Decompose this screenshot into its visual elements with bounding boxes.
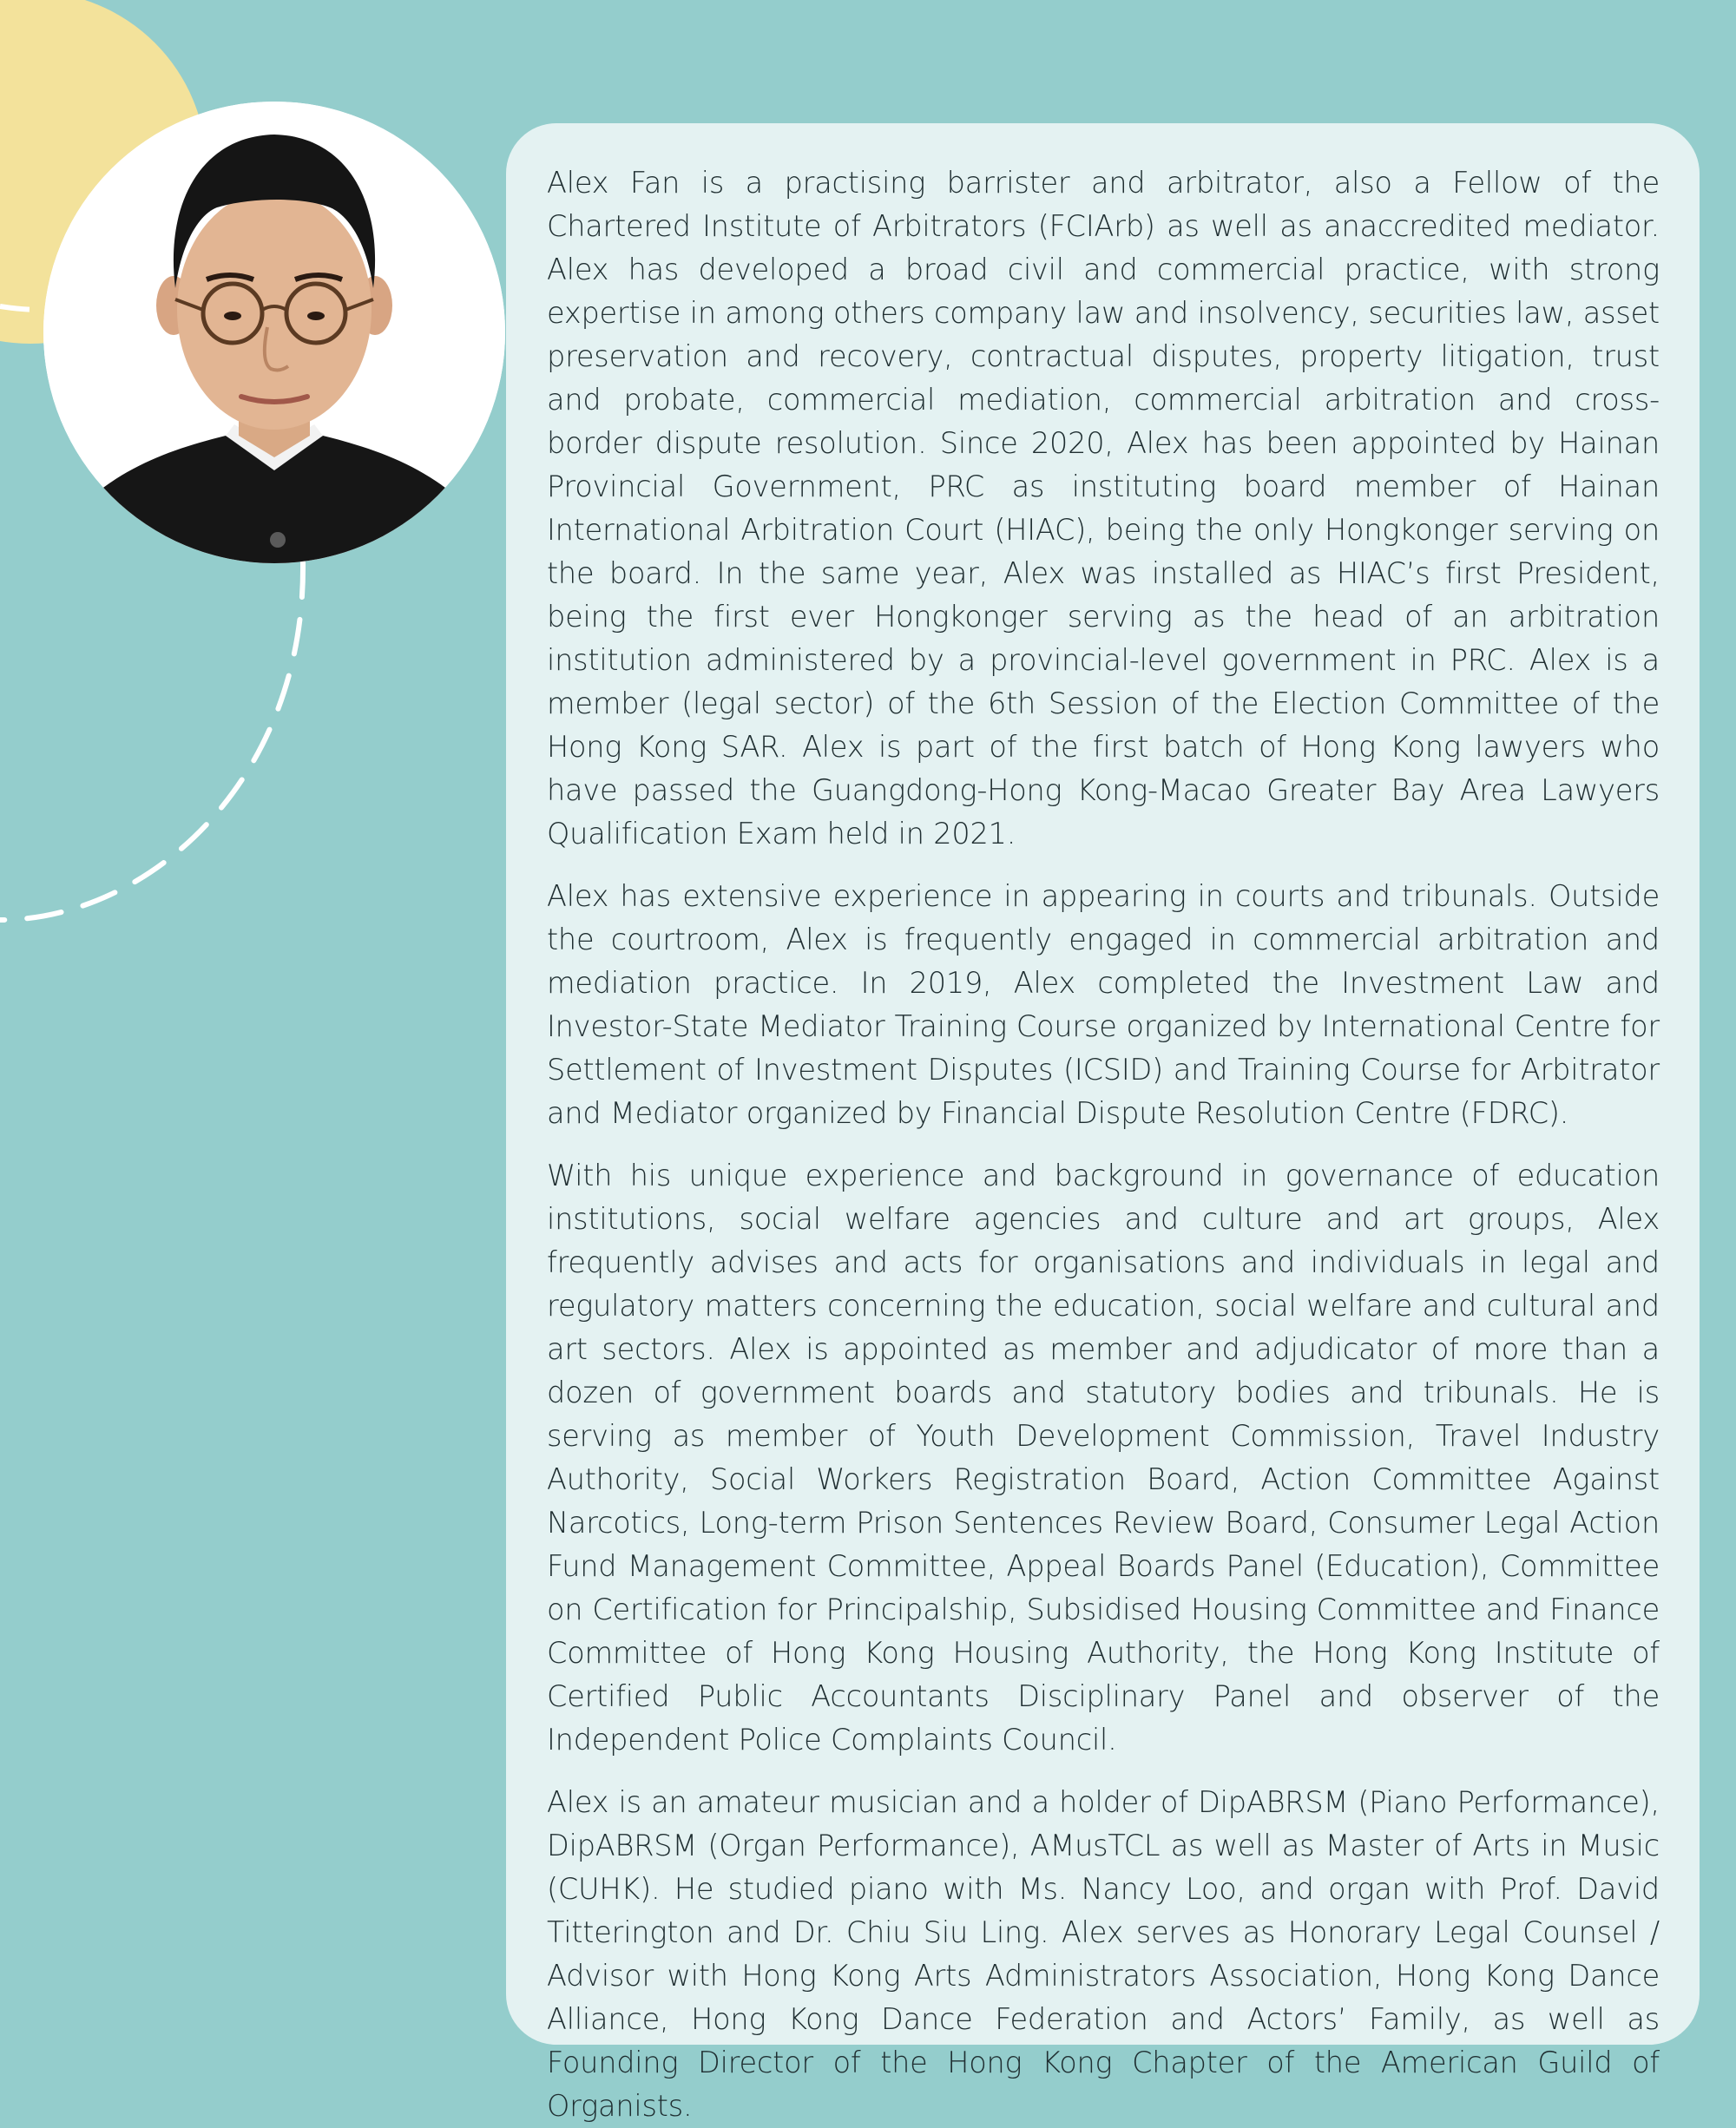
bio-card (506, 123, 1700, 2123)
bio-paragraph-4: Alex is an amateur musician and a holder of DipABRSM (Piano Performance), DipABRSM (Organ Performance), AMusTCL as well as Master of Arts in Music (CUHK). He studied piano with Ms. Nancy Loo, and organ with Prof. David Titterington and Dr. Chiu Siu Ling. Alex serves as Honorary Legal Counsel / Advisor with Hong Kong Arts Administrators Association, Hong Kong Dance Alliance, Hong Kong Dance Federation and Actors’ Family, as well as Founding Director of the Hong Kong Chapter of the American Guild of Organists. (547, 1785, 1660, 2123)
person-portrait-icon (43, 102, 505, 563)
dashed-arc-large (0, 562, 303, 920)
bio-paragraph-2: Alex has extensive experience in appearing in courts and tribunals. Outside the courtroom, Alex is frequently engaged in commercial arbitration and mediation practice. In 2019, Alex completed the Investment Law and Investor-State Mediator Training Course organized by International Centre for Settlement of Investment Disputes (ICSID) and Training Course for Arbitrator and Mediator organized by Financial Dispute Resolution Centre (FDRC). (547, 879, 1660, 1130)
bio-paragraph-3: With his unique experience and background in governance of education institutions, social welfare agencies and culture and art groups, Alex frequently advises and acts for organisations and individuals in legal and regulatory matters concerning the education, social welfare and cultural and art sectors. Alex is appointed as member and adjudicator of more than a dozen of government boards and statutory bodies and tribunals. He is serving as member of Youth Development Commission, Travel Industry Authority, Social Workers Registration Board, Action Committee Against Narcotics, Long-term Prison Sentences Review Board, Consumer Legal Action Fund Management Committee, Appeal Boards Panel (Education), Committee on Certification for Principalship, Subsidised Housing Committee and Finance Committee of Hong Kong Housing Authority, the Hong Kong Institute of Certified Public Accountants Disciplinary Panel and observer of the Independent Police Complaints Council. (547, 1159, 1660, 1757)
portrait-photo (43, 102, 505, 563)
bio-paragraph-1: Alex Fan is a practising barrister and arbitrator, also a Fellow of the Chartered Institute of Arbitrators (FCIArb) as well as anaccredited mediator. Alex has developed a broad civil and commercial practice, with strong expertise in among others company law and insolvency, securities law, asset preservation and recovery, contractual disputes, property litigation, trust and probate, commercial mediation, commercial arbitration and cross-border dispute resolution. Since 2020, Alex has been appointed by Hainan Provincial Government, PRC as instituting board member of Hainan International Arbitration Court (HIAC), being the only Hongkonger serving on the board. In the same year, Alex was installed as HIAC’s first President, being the first ever Hongkonger serving as the head of an arbitration institution administered by a provincial-level government in PRC. Alex is a member (legal sector) of the 6th Session of the Election Committee of the Hong Kong SAR. Alex is part of the first batch of Hong Kong lawyers who have passed the Guangdong-Hong Kong-Macao Greater Bay Area Lawyers Qualification Exam held in 2021. (547, 166, 1660, 851)
